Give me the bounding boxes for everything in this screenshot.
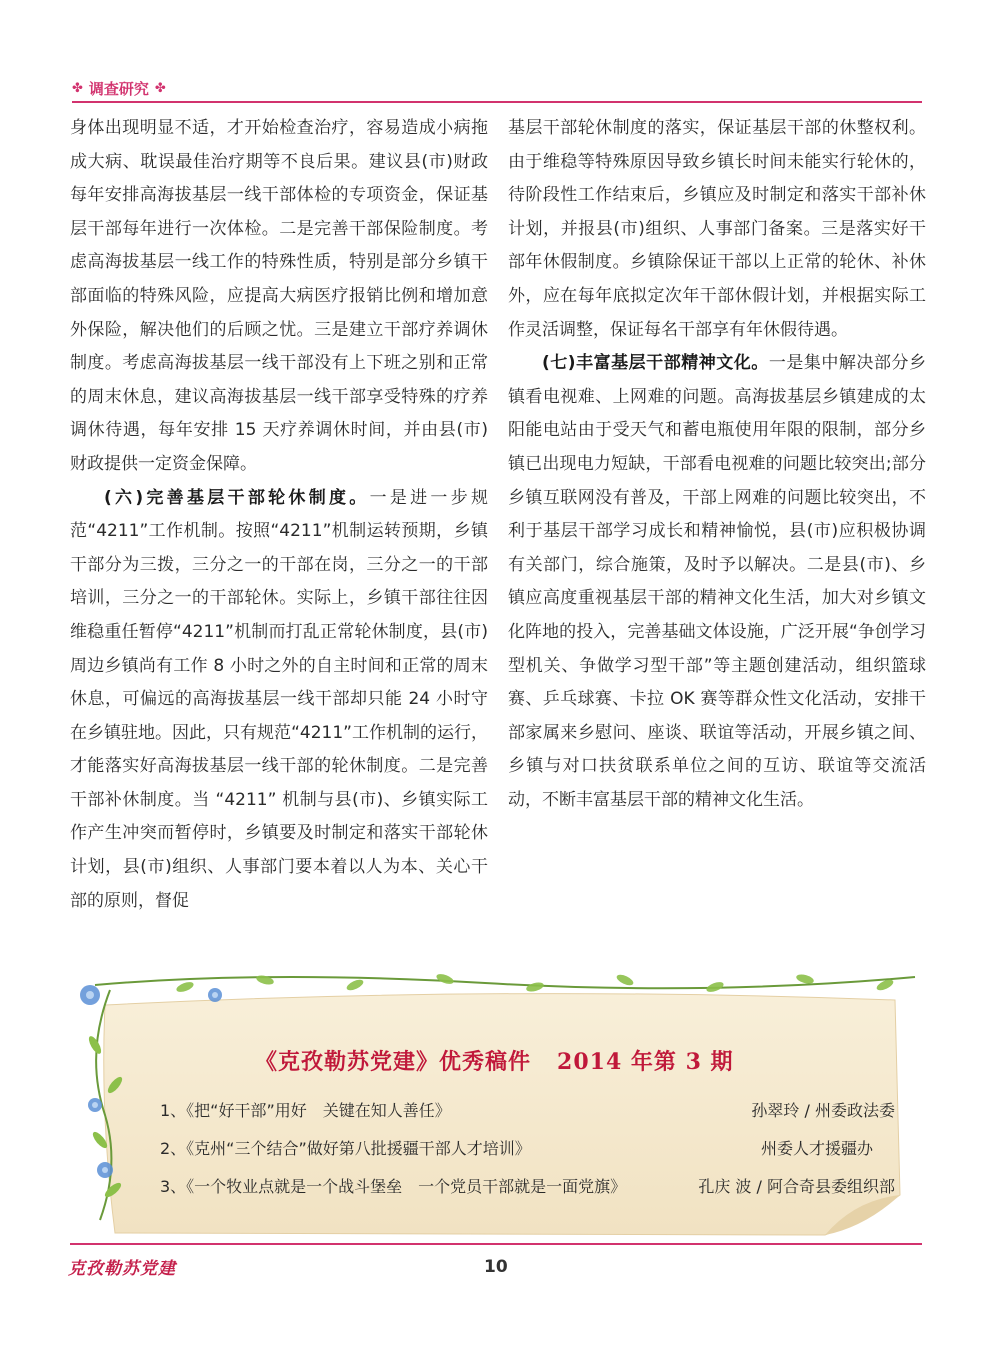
article-author: 孙翠玲 / 州委政法委 xyxy=(751,1101,895,1120)
footer-logo: 克孜勒苏党建 xyxy=(68,1259,176,1279)
banner-issue: 2014 年第 3 期 xyxy=(557,1049,734,1075)
article-title: 2、《克州“三个结合”做好第八批援疆干部人才培训》 xyxy=(160,1139,531,1158)
footer-rule xyxy=(70,1243,922,1245)
list-item xyxy=(160,1136,895,1159)
left-column xyxy=(70,112,488,918)
paragraph: 身体出现明显不适，才开始检查治疗，容易造成小病拖成大病、耽误最佳治疗期等不良后果。建议县(市)财政每年安排高海拔基层一线干部体检的专项资金，保证基层干部每年进行一次体检。二是完善干部保险制度。考虑高海拔基层一线工作的特殊性质，特别是部分乡镇干部面临的特殊风险，应提高大病医疗报销比例和增加意外保险，解决他们的后顾之忧。三是建立干部疗养调休制度。考虑高海拔基层一线干部没有上下班之别和正常的周末休息，建议高海拔基层一线干部享受特殊的疗养调休待遇，每年安排 15 天疗养调休时间，并由县(市)财政提供一定资金保障。 xyxy=(70,118,488,474)
banner-title-text: 《克孜勒苏党建》优秀稿件 xyxy=(255,1049,532,1075)
list-item xyxy=(160,1174,895,1197)
paragraph: 基层干部轮休制度的落实，保证基层干部的休整权利。由于维稳等特殊原因导致乡镇长时间未能实行轮休的，待阶段性工作结束后，乡镇应及时制定和落实干部补休计划，并报县(市)组织、人事部门备案。三是落实好干部年休假制度。乡镇除保证干部以上正常的轮休、补休外，应在每年底拟定次年干部休假计划，并根据实际工作灵活调整，保证每名干部享有年休假待遇。 xyxy=(508,118,926,340)
right-column xyxy=(508,112,926,817)
paragraph-body: 一是进一步规范“4211”工作机制。按照“4211”机制运转预期，乡镇干部分为三拨，三分之一的干部在岗，三分之一的干部培训，三分之一的干部轮休。实际上，乡镇干部往往因维稳重任暂停“4211”机制而打乱正常轮休制度，县(市)周边乡镇尚有工作 8 小时之外的自主时间和正常的周末休息，可偏远的高海拔基层一线干部却只能 24 小时守在乡镇驻地。因此，只有规范“4211”工作机制的运行，才能落实好高海拔基层一线干部的轮休制度。二是完善干部补休制度。当 “4211” 机制与县(市)、乡镇实际工作产生冲突而暂停时，乡镇要及时制定和落实干部轮休计划，县(市)组织、人事部门要本着以人为本、关心干部的原则，督促 xyxy=(70,487,488,911)
ornament-icon: ✤ xyxy=(72,81,83,96)
paragraph-heading: (六)完善基层干部轮休制度。 xyxy=(104,487,370,508)
article-title: 3、《一个牧业点就是一个战斗堡垒 一个党员干部就是一面党旗》 xyxy=(160,1177,627,1196)
recommended-articles-banner xyxy=(65,965,925,1240)
section-header xyxy=(72,78,166,99)
paragraph-body: 一是集中解决部分乡镇看电视难、上网难的问题。高海拔基层乡镇建成的太阳能电站由于受天气和蓄电瓶使用年限的限制，部分乡镇已出现电力短缺，干部看电视难的问题比较突出;部分乡镇互联网没有普及，干部上网难的问题比较突出，不利于基层干部学习成长和精神愉悦，县(市)应积极协调有关部门，综合施策，及时予以解决。二是县(市)、乡镇应高度重视基层干部的精神文化生活，加大对乡镇文化阵地的投入，完善基础文体设施，广泛开展“争创学习型机关、争做学习型干部”等主题创建活动，组织篮球赛、乒乓球赛、卡拉 OK 赛等群众性文化活动，安排干部家属来乡慰问、座谈、联谊等活动，开展乡镇之间、乡镇与对口扶贫联系单位之间的互访、联谊等交流活动，不断丰富基层干部的精神文化生活。 xyxy=(508,353,926,810)
header-rule xyxy=(72,101,922,103)
page-number: 10 xyxy=(484,1257,508,1277)
article-title: 1、《把“好干部”用好 关键在知人善任》 xyxy=(160,1101,451,1120)
article-author: 州委人才援疆办 xyxy=(760,1139,873,1158)
list-item xyxy=(160,1098,895,1121)
paragraph xyxy=(70,482,488,919)
banner-title xyxy=(255,1045,734,1076)
article-author: 孔庆 波 / 阿合奇县委组织部 xyxy=(698,1177,895,1196)
section-label: 调查研究 xyxy=(88,80,149,98)
paragraph-heading: (七)丰富基层干部精神文化。 xyxy=(542,353,769,374)
paragraph xyxy=(508,347,926,817)
ornament-icon: ✤ xyxy=(154,81,166,96)
